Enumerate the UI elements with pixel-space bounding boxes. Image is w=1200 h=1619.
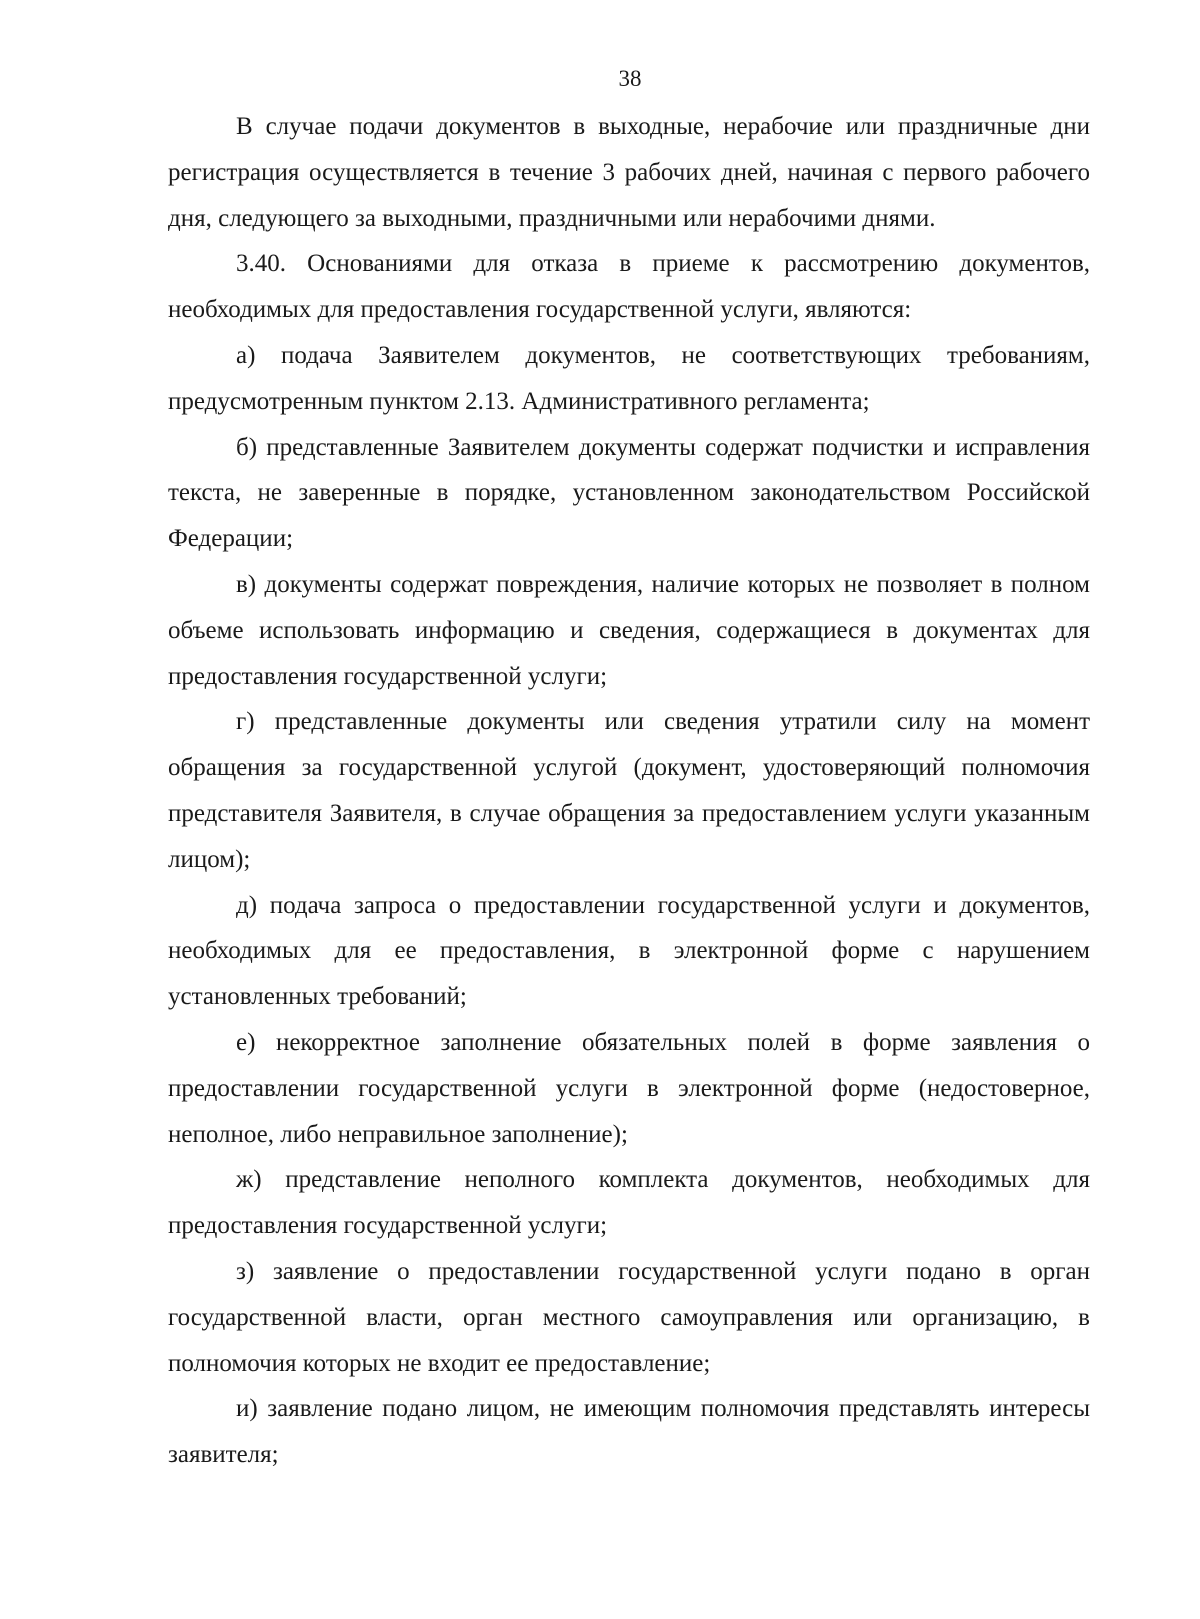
list-item-i: и) заявление подано лицом, не имеющим полномочия представлять интересы заявителя; [168, 1395, 1090, 1469]
list-item-v: в) документы содержат повреждения, наличие которых не позволяет в полном объеме использовать информацию и сведения, содержащиеся в документах для предоставления государственной услуги; [168, 570, 1090, 690]
list-item-g: г) представленные документы или сведения утратили силу на момент обращения за государственной услугой (документ, удостоверяющий полномочия представителя Заявителя, в случае обращения за предоставлением услуги указанным лицом); [168, 708, 1090, 873]
list-item-e: е) некорректное заполнение обязательных полей в форме заявления о предоставлении государственной услуги в электронной форме (недостоверное, неполное, либо неправильное заполнение); [168, 1028, 1090, 1148]
list-item-zh: ж) представление неполного комплекта документов, необходимых для предоставления государственной услуги; [168, 1166, 1090, 1240]
paragraph-weekend-registration: В случае подачи документов в выходные, нерабочие или праздничные дни регистрация осуществляется в течение 3 рабочих дней, начиная с первого рабочего дня, следующего за выходными, праздничными или нерабочими днями. [168, 113, 1090, 232]
page-number: 38 [618, 66, 642, 91]
list-item-d: д) подача запроса о предоставлении государственной услуги и документов, необходимых для ее предоставления, в электронной форме с нарушением установленных требований; [168, 891, 1090, 1011]
paragraph-refusal-grounds-3-40: 3.40. Основаниями для отказа в приеме к рассмотрению документов, необходимых для предоставления государственной услуги, являются: [168, 250, 1090, 324]
list-item-z: з) заявление о предоставлении государственной услуги подано в орган государственной власти, орган местного самоуправления или организацию, в полномочия которых не входит ее предоставление; [168, 1257, 1090, 1377]
list-item-b: б) представленные Заявителем документы содержат подчистки и исправления текста, не заверенные в порядке, установленном законодательством Российской Федерации; [168, 433, 1090, 553]
document-body [168, 104, 1090, 1478]
list-item-a: а) подача Заявителем документов, не соответствующих требованиям, предусмотренным пунктом 2.13. Административного регламента; [168, 341, 1090, 415]
